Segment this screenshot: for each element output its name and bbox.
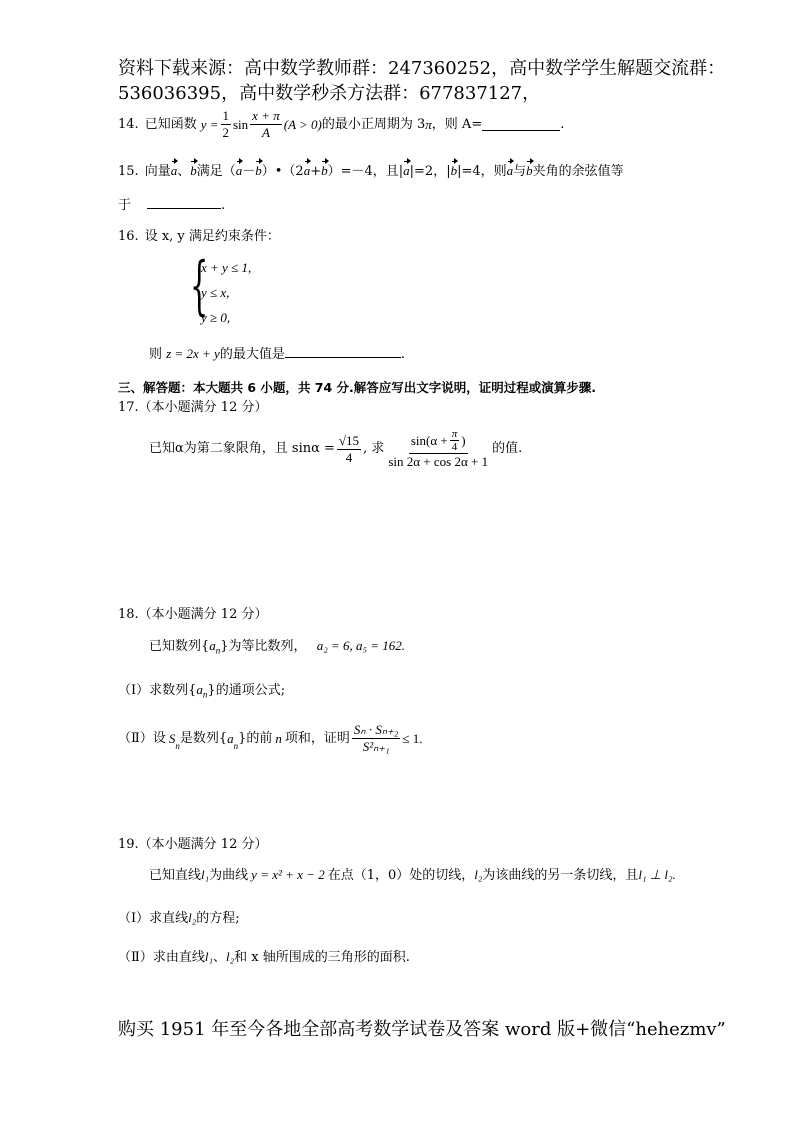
q19-part-2: [118, 948, 410, 967]
question-16-intro: [118, 228, 280, 246]
q15-satisfy: 满足（: [196, 164, 236, 179]
q19-mid1: 为曲线: [209, 868, 249, 883]
q17-ask: , 求: [363, 441, 385, 456]
q18-given-mid: }为等比数列，: [220, 639, 307, 654]
q18-given-expr: a₂ = 6, a₅ = 162.: [316, 638, 406, 653]
q14-sin: sin: [233, 116, 249, 132]
q17-pre: 已知α为第二象限角，且 sinα =: [149, 441, 335, 456]
q18-p2-mid2: }的前: [238, 730, 273, 746]
q15-close-dot: ）•（2: [261, 164, 304, 179]
q17-top-close: ): [461, 432, 466, 448]
q18-given-pre: 已知数列{: [149, 639, 210, 654]
q15-pre: 向量: [144, 164, 171, 179]
q19-p1: （Ⅰ）求直线: [118, 911, 189, 926]
q19-p2-post: 和 x 轴所围成的三角形的面积.: [234, 950, 410, 965]
q16-constraint-3: y ≥ 0,: [201, 310, 231, 325]
q15-sep: 、: [177, 164, 191, 179]
q14-half-num: 1: [222, 108, 229, 123]
question-14: [118, 108, 564, 141]
q16-ask-end: .: [400, 347, 405, 362]
q18-ratio-fraction: [352, 722, 401, 755]
q18-part-2: [118, 722, 423, 755]
q18-p1-an: a: [196, 682, 203, 697]
q17-main-fraction: [386, 428, 490, 470]
q19-l2: l₂: [474, 867, 483, 882]
q18-p1-post: }的通项公式;: [207, 683, 286, 698]
footer-ad: 购买 1951 年至今各地全部高考数学试卷及答案 word 版+微信“hehezmv”: [118, 1019, 726, 1040]
q18-ratio-num: Sₙ · Sₙ₊₂: [353, 722, 399, 737]
q19-perp: l₁ ⊥ l₂.: [638, 867, 676, 882]
q15-vec-a-3: a: [303, 163, 311, 178]
q18-ratio-den: S²ₙ₊₁: [362, 739, 390, 754]
q17-sqrt15: √15: [338, 432, 360, 448]
q17-top: sin(α +: [410, 432, 448, 448]
q14-arg-den: A: [261, 125, 270, 140]
q14-half-den: 2: [222, 125, 229, 140]
q15-abs-b: |=4，则: [457, 164, 507, 179]
q16-left-brace: {: [190, 249, 209, 323]
header-line-2: 536036395，高中数学秒杀方法群：677837127，: [118, 83, 541, 104]
q18-part-1: [118, 681, 285, 704]
q14-number: 14.: [118, 116, 139, 132]
question-15: [118, 162, 624, 181]
q19-mid3: 为该曲线的另一条切线，且: [482, 868, 639, 883]
q19-p2: （Ⅱ）求由直线: [118, 950, 205, 965]
q14-arg-num: x + π: [252, 108, 280, 123]
q19-p1-l2: l₂: [188, 910, 197, 925]
q16-number: 16.: [118, 229, 139, 244]
q15-vec-b: b: [190, 163, 197, 178]
q15-vec-b-5: b: [526, 163, 533, 178]
q17-four: 4: [451, 441, 458, 453]
q14-text-post: ，则 A=: [431, 116, 483, 132]
q19-p2-l2: l₂: [226, 949, 235, 964]
q17-main-num: [409, 428, 468, 454]
q19-part-1: [118, 909, 240, 928]
q16-constraint-1: x + y ≤ 1,: [201, 260, 252, 275]
header-line-1: 资料下载来源：高中数学教师群：247360252，高中数学学生解题交流群：: [118, 58, 726, 79]
q14-condition: (A > 0): [283, 116, 322, 132]
q18-p2: （Ⅱ）设: [118, 730, 166, 746]
q15-vec-b-3: b: [321, 163, 328, 178]
q15-number: 15.: [118, 164, 139, 179]
q18-le1: ≤ 1.: [402, 730, 423, 746]
q15-vec-a: a: [170, 163, 178, 178]
q18-p1: （Ⅰ）求数列{: [118, 683, 197, 698]
q15-line2-pre: 于: [118, 198, 132, 213]
q14-pi: π: [425, 116, 432, 132]
q19-p2-sep: 、: [212, 950, 226, 965]
q15-vec-b-2: b: [255, 163, 262, 178]
q16-intro: 设 x, y 满足约束条件：: [144, 229, 280, 244]
q16-constraint-2: y ≤ x,: [201, 285, 230, 300]
q17-pi: π: [451, 428, 458, 440]
q18-p2-n-sub: n: [233, 741, 239, 751]
q14-answer-blank[interactable]: [482, 118, 560, 131]
q15-eq: ）=－4，且|: [327, 164, 404, 179]
q19-mid2: 在点（1，0）处的切线，: [327, 868, 475, 883]
q15-line2-end: .: [221, 198, 226, 213]
q19-curve: y = x² + x − 2: [251, 867, 325, 882]
q14-arg-fraction: [250, 108, 282, 141]
q15-with: 与: [513, 164, 527, 179]
q19-l1: l₁: [201, 867, 210, 882]
q15-abs-a: |=2，|: [409, 164, 451, 179]
q16-ask-pre: 则: [149, 347, 163, 362]
section-3-title: 三、解答题：本大题共 6 小题，共 74 分.解答应写出文字说明，证明过程或演算步骤.: [118, 380, 596, 395]
q14-end: .: [560, 116, 565, 132]
q18-p2-mid: 是数列{: [179, 730, 228, 746]
q17-den4: 4: [345, 449, 353, 465]
q16-ask-post: 的最大值是: [219, 347, 285, 362]
q18-p2-n: n: [275, 730, 282, 746]
q14-text-pre: 已知函数: [144, 116, 197, 132]
q15-vec-a-2: a: [235, 163, 243, 178]
q17-main-den: sin 2α + cos 2α + 1: [388, 454, 489, 469]
q15-vec-a-5: a: [506, 163, 514, 178]
q15-answer-blank[interactable]: [147, 196, 221, 209]
q17-sin-fraction: [337, 433, 361, 466]
q18-number: 18.（本小题满分 12 分）: [118, 607, 268, 622]
q19-given: [149, 866, 676, 885]
q18-n-sub: n: [215, 645, 221, 656]
q18-p2-an: a: [227, 730, 234, 746]
q14-text-mid: 的最小正周期为 3: [321, 116, 426, 132]
q15-minus: －: [242, 164, 256, 179]
q19-p2-l1: l₁: [204, 949, 213, 964]
q16-ask: [149, 345, 405, 364]
q17-body: [149, 428, 522, 470]
q18-Sn: S: [168, 730, 176, 746]
q16-ask-expr: z = 2x + y: [166, 346, 220, 361]
q15-vec-b-4: b: [450, 163, 458, 178]
q17-post: 的值.: [492, 441, 523, 456]
q17-pi-over-4: [450, 428, 460, 453]
q17-number: 17.（本小题满分 12 分）: [118, 400, 268, 415]
q15-tail: 夹角的余弦值等: [532, 164, 624, 179]
q18-p1-n-sub: n: [202, 689, 208, 700]
q18-an: a: [209, 638, 216, 653]
q18-Sn-sub: n: [175, 741, 180, 751]
question-15-line-2: [118, 196, 225, 215]
q18-p2-mid3: 项和，证明: [284, 730, 350, 746]
q15-vec-a-4: a: [403, 163, 410, 178]
q15-plus: +: [310, 164, 322, 179]
q16-answer-blank[interactable]: [285, 345, 401, 358]
q14-func-lhs: y =: [200, 116, 219, 132]
q19-p1-post: 的方程;: [196, 911, 240, 926]
q14-half-fraction: [221, 108, 232, 141]
q19-pre: 已知直线: [149, 868, 202, 883]
q19-number: 19.（本小题满分 12 分）: [118, 837, 268, 852]
q18-given: [149, 637, 405, 660]
